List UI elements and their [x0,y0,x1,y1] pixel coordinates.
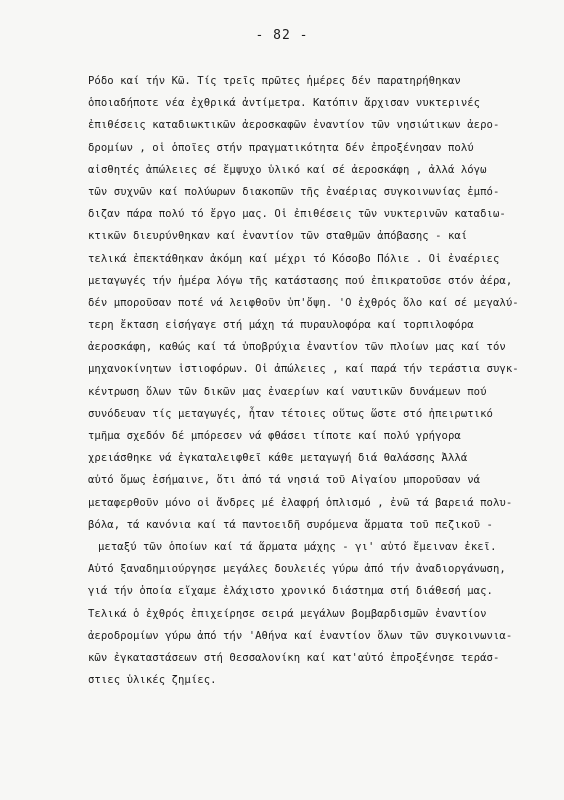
text-line-14: μηχανοκίνητων ἱστιοφόρων. Οἱ ἀπώλειες , καί παρά τήν τεράστια συγκ- [88,363,519,376]
text-line-23: Αὐτό ξαναδημιούργησε μεγάλες δουλειές γύρω ἀπό τήν ἀναδιοργάνωση, [88,563,506,576]
text-line-17: τμῆμα σχεδόν δέ μπόρεσεν νά φθάσει τίποτε καί πολύ γρήγορα [88,430,461,442]
text-line-25: Τελικά ὁ ἐχθρός ἐπιχείρησε σειρά μεγάλων βομβαρδισμῶν ἐναντίον [88,607,487,620]
text-line-12: τερη ἔκταση εἰσήγαγε στή μάχη τά πυραυλοφόρα καί τορπιλοφόρα [88,319,474,332]
body-text [88,70,550,691]
text-line-3: ἐπιθέσεις καταδιωκτικῶν ἀεροσκαφῶν ἐναντίον τῶν νησιώτικων ἀερο- [88,119,500,132]
text-line-8: κτικῶν διευρύνθηκαν καί ἐναντίον τῶν σταθμῶν ἀπόβασης - καί [88,230,468,243]
text-line-4: δρομίων , οἱ ὁποῖες στήν πραγματικότητα δέν ἐπροξένησαν πολύ [88,141,474,154]
text-line-1: Ρόδο καί τήν Κῶ. Τίς τρεῖς πρῶτες ἡμέρες δέν παρατηρήθηκαν [88,75,461,87]
page-number: - 82 - [255,28,309,43]
text-line-7: διζαν πάρα πολύ τό ἔργο μας. Οἱ ἐπιθέσεις τῶν νυκτερινῶν καταδιω- [88,208,506,221]
text-line-19: αὐτό ὅμως ἐσήμαινε, ὅτι ἀπό τά νησιά τοῦ Αἰγαίου μποροῦσαν νά [88,474,481,487]
text-line-16: συνόδευαν τίς μεταγωγές, ἦταν τέτοιες οὕτως ὥστε στό ἠπειρωτικό [88,407,493,420]
text-line-2: ὁποιαδήποτε νέα ἐχθρικά ἀντίμετρα. Κατόπιν ἄρχισαν νυκτερινές [88,97,481,110]
text-line-18: χρειάσθηκε νά ἐγκαταλειφθεῖ κάθε μεταγωγή διά θαλάσσης Ἀλλά [88,452,468,465]
text-line-26: ἀεροδρομίων γύρω ἀπό τήν 'Αθήνα καί ἐναντίον ὅλων τῶν συγκοινωνια- [88,629,513,642]
text-line-9: τελικά ἐπεκτάθηκαν ἀκόμη καί μέχρι τό Κόσοβο Πόλιε . Οἱ ἐναέριες [88,252,500,265]
text-line-13: ἀεροσκάφη, καθώς καί τά ὑποβρύχια ἐναντίον τῶν πλοίων μας καί τόν [88,341,506,354]
text-line-11: δέν μποροῦσαν ποτέ νά λειφθοῦν ὑπ'ὄψη. 'Ο ἐχθρός ὅλο καί σέ μεγαλύ- [88,296,519,309]
text-line-6: τῶν συχνῶν καί πολύωρων διακοπῶν τῆς ἐναέριας συγκοινωνίας ἐμπό- [88,185,500,198]
text-line-15: κέντρωση ὅλων τῶν δικῶν μας ἐναερίων καί ναυτικῶν δυνάμεων πού [88,385,487,398]
text-line-22: μεταξύ τῶν ὁποίων καί τά ἅρματα μάχης - γι' αὐτό ἔμειναν ἐκεῖ. [98,540,497,553]
text-line-5: αἰσθητές ἀπώλειες σέ ἔμψυχο ὑλικό καί σέ ἀεροσκάφη , ἀλλά λόγω [88,163,487,176]
text-line-24: γιά τήν ὁποία εἴχαμε ἐλάχιστο χρονικό διάστημα στή διάθεσή μας. [88,585,493,598]
text-line-27: κῶν ἐγκαταστάσεων στή Θεσσαλονίκη καί κατ'αὐτό ἐπροξένησε τεράσ- [88,651,500,664]
text-line-20: μεταφερθοῦν μόνο οἱ ἄνδρες μέ ἐλαφρή ὁπλισμό , ἐνῶ τά βαρειά πολυ- [88,496,513,509]
text-line-21: βόλα, τά κανόνια καί τά παντοειδῆ συρόμενα ἅρματα τοῦ πεζικοῦ - [88,518,493,531]
text-line-10: μεταγωγές τήν ἡμέρα λόγω τῆς κατάστασης πού ἐπικρατοῦσε στόν ἀέρα, [88,274,513,287]
text-line-28: στιες ὑλικές ζημίες. [88,674,217,687]
